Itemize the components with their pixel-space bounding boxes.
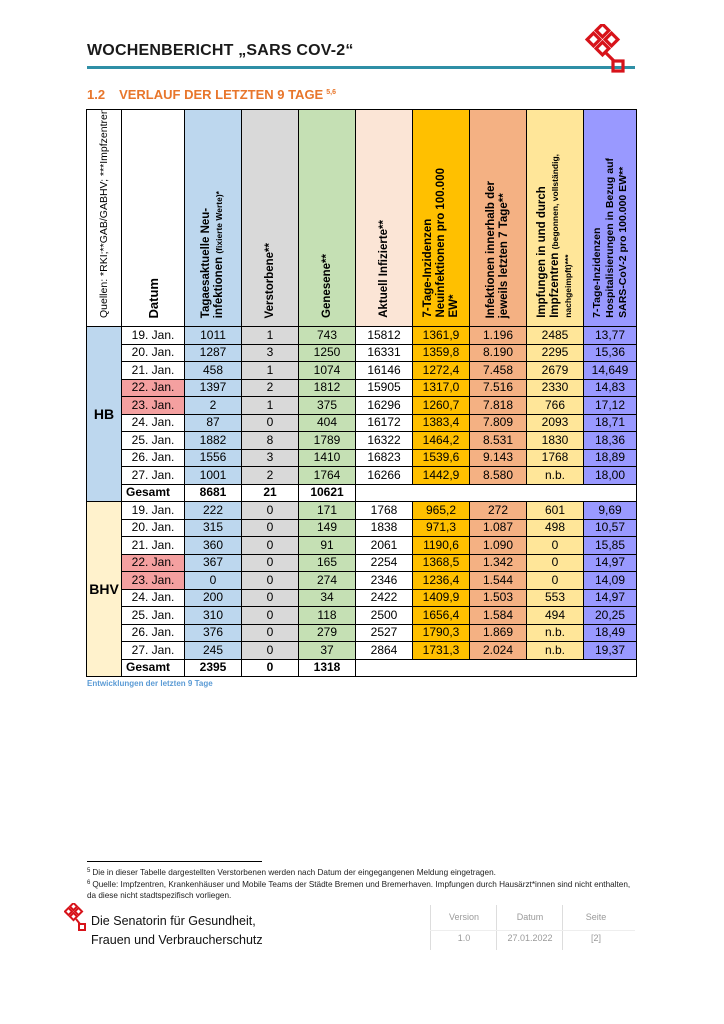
total-verst: 21 [242, 484, 299, 502]
cell-datum: 27. Jan. [122, 642, 185, 660]
cell-aktuell: 2864 [356, 642, 413, 660]
cell-neu: 245 [185, 642, 242, 660]
document-title: WOCHENBERICHT „SARS COV-2“ [87, 42, 354, 59]
cell-hosp: 18,00 [584, 467, 637, 485]
city-label-bhv: BHV [87, 502, 122, 677]
cell-verst: 1 [242, 397, 299, 415]
cell-inzidenz: 1236,4 [413, 572, 470, 590]
cell-genesen: 91 [299, 537, 356, 555]
cell-inf7: 7.458 [470, 362, 527, 380]
cell-inzidenz: 1539,6 [413, 449, 470, 467]
cell-neu: 200 [185, 589, 242, 607]
cell-inzidenz: 1409,9 [413, 589, 470, 607]
cell-impf: 553 [527, 589, 584, 607]
cell-inzidenz: 1317,0 [413, 379, 470, 397]
cell-genesen: 34 [299, 589, 356, 607]
cell-impf: n.b. [527, 467, 584, 485]
cell-inzidenz: 1790,3 [413, 624, 470, 642]
cell-inf7: 8.580 [470, 467, 527, 485]
cell-datum: 25. Jan. [122, 432, 185, 450]
cell-verst: 0 [242, 642, 299, 660]
table-row [87, 502, 637, 520]
cell-impf: 494 [527, 607, 584, 625]
header-aktuell-infizierte: Aktuell Infizierte** [356, 110, 413, 327]
section-title: VERLAUF DER LETZTEN 9 TAGE [119, 87, 324, 102]
cell-genesen: 171 [299, 502, 356, 520]
cell-neu: 376 [185, 624, 242, 642]
cell-impf: n.b. [527, 642, 584, 660]
cell-neu: 458 [185, 362, 242, 380]
cell-verst: 3 [242, 449, 299, 467]
cell-inf7: 1.869 [470, 624, 527, 642]
cell-datum: 24. Jan. [122, 414, 185, 432]
cell-hosp: 14,09 [584, 572, 637, 590]
cell-inzidenz: 971,3 [413, 519, 470, 537]
cell-inzidenz: 1361,9 [413, 327, 470, 345]
table-caption: Entwicklungen der letzten 9 Tage [87, 679, 213, 688]
bremen-key-logo-icon [584, 24, 626, 76]
cell-verst: 3 [242, 344, 299, 362]
cell-impf: 1830 [527, 432, 584, 450]
total-label: Gesamt [122, 659, 185, 677]
cell-aktuell: 2527 [356, 624, 413, 642]
cell-genesen: 1250 [299, 344, 356, 362]
table-row [87, 414, 637, 432]
cell-verst: 1 [242, 327, 299, 345]
table-row [87, 362, 637, 380]
cell-aktuell: 15812 [356, 327, 413, 345]
cell-inf7: 1.342 [470, 554, 527, 572]
table-row [87, 327, 637, 345]
cell-inf7: 1.584 [470, 607, 527, 625]
cell-neu: 0 [185, 572, 242, 590]
cell-hosp: 15,85 [584, 537, 637, 555]
cell-neu: 1882 [185, 432, 242, 450]
hb-section [87, 327, 637, 502]
footer-logo-icon [64, 903, 86, 935]
cell-datum: 23. Jan. [122, 397, 185, 415]
cell-verst: 0 [242, 554, 299, 572]
cell-hosp: 18,71 [584, 414, 637, 432]
footnote-rule [87, 861, 262, 862]
cell-verst: 2 [242, 379, 299, 397]
cell-datum: 20. Jan. [122, 344, 185, 362]
cell-impf: 0 [527, 554, 584, 572]
cell-neu: 310 [185, 607, 242, 625]
cell-datum: 25. Jan. [122, 607, 185, 625]
cell-datum: 23. Jan. [122, 572, 185, 590]
cell-hosp: 20,25 [584, 607, 637, 625]
table-row [87, 519, 637, 537]
cell-impf: 1768 [527, 449, 584, 467]
cell-genesen: 274 [299, 572, 356, 590]
cell-hosp: 19,37 [584, 642, 637, 660]
table-row [87, 379, 637, 397]
footnote-6: $^6$ Quelle: Impfzentren, Krankenhäuser und Mobile Teams der Städte Bremen und Bremerhaven. Impfungen durch Hausärzt*innen sind nicht enthalten, da diese nicht stadtspezifisch vorliegen. [87, 880, 631, 900]
cell-verst: 0 [242, 624, 299, 642]
cell-hosp: 18,89 [584, 449, 637, 467]
cell-hosp: 14,97 [584, 589, 637, 607]
footnote-5: $^5$ Die in dieser Tabelle dargestellten Verstorbenen werden nach Datum der eingegangenen Meldung eingetragen. [87, 868, 496, 877]
cell-neu: 360 [185, 537, 242, 555]
cell-genesen: 1812 [299, 379, 356, 397]
cell-inf7: 1.503 [470, 589, 527, 607]
cell-neu: 1001 [185, 467, 242, 485]
cell-inzidenz: 1383,4 [413, 414, 470, 432]
cell-aktuell: 16322 [356, 432, 413, 450]
cell-hosp: 17,12 [584, 397, 637, 415]
cell-aktuell: 16266 [356, 467, 413, 485]
cell-inzidenz: 1656,4 [413, 607, 470, 625]
cell-aktuell: 2061 [356, 537, 413, 555]
cell-inzidenz: 1272,4 [413, 362, 470, 380]
cell-datum: 26. Jan. [122, 449, 185, 467]
cell-aktuell: 1838 [356, 519, 413, 537]
cell-aktuell: 2346 [356, 572, 413, 590]
cell-inf7: 7.516 [470, 379, 527, 397]
cell-verst: 0 [242, 519, 299, 537]
cell-verst: 8 [242, 432, 299, 450]
cell-datum: 22. Jan. [122, 554, 185, 572]
cell-neu: 367 [185, 554, 242, 572]
cell-impf: n.b. [527, 624, 584, 642]
cell-datum: 22. Jan. [122, 379, 185, 397]
header-hospitalisierung: 7-Tage-Inzidenzen Hospitalisierungen in Bezug auf SARS-CoV-2 pro 100.000 EW** [584, 110, 637, 327]
cell-inf7: 8.190 [470, 344, 527, 362]
cell-neu: 222 [185, 502, 242, 520]
bhv-section [87, 502, 637, 677]
table-header-row [87, 110, 637, 327]
cell-impf: 498 [527, 519, 584, 537]
cell-neu: 315 [185, 519, 242, 537]
cell-aktuell: 15905 [356, 379, 413, 397]
cell-genesen: 118 [299, 607, 356, 625]
total-verst: 0 [242, 659, 299, 677]
section-footnote-refs: 5,6 [326, 89, 336, 96]
cell-verst: 1 [242, 362, 299, 380]
cell-inf7: 9.143 [470, 449, 527, 467]
cell-genesen: 1410 [299, 449, 356, 467]
cell-inzidenz: 1368,5 [413, 554, 470, 572]
total-label: Gesamt [122, 484, 185, 502]
cell-aktuell: 1768 [356, 502, 413, 520]
cell-hosp: 10,57 [584, 519, 637, 537]
cell-impf: 766 [527, 397, 584, 415]
header-datum: Datum [122, 110, 185, 327]
cell-aktuell: 2254 [356, 554, 413, 572]
cell-datum: 21. Jan. [122, 362, 185, 380]
cell-impf: 2295 [527, 344, 584, 362]
header-sources: Quellen: *RKI;**GAB/GABHV; ***Impfzentren [87, 110, 122, 327]
cell-aktuell: 2422 [356, 589, 413, 607]
footer-version: Version 1.0 [448, 912, 480, 943]
cell-genesen: 404 [299, 414, 356, 432]
cell-genesen: 375 [299, 397, 356, 415]
cell-verst: 2 [242, 467, 299, 485]
cell-genesen: 1074 [299, 362, 356, 380]
table-row [87, 537, 637, 555]
footer-seite: Seite [2] [585, 912, 607, 943]
header-infektionen-7-tage: Infektionen innerhalb der jeweils letzten 7 Tage** [470, 110, 527, 327]
cell-genesen: 165 [299, 554, 356, 572]
cell-genesen: 743 [299, 327, 356, 345]
cell-datum: 27. Jan. [122, 467, 185, 485]
section-heading [87, 87, 336, 102]
cell-verst: 0 [242, 502, 299, 520]
table-row [87, 572, 637, 590]
total-neu: 2395 [185, 659, 242, 677]
cell-datum: 21. Jan. [122, 537, 185, 555]
cell-inf7: 1.544 [470, 572, 527, 590]
cell-inzidenz: 965,2 [413, 502, 470, 520]
total-empty [356, 659, 637, 677]
header-genesene: Genesene** [299, 110, 356, 327]
cell-inf7: 7.809 [470, 414, 527, 432]
cell-inf7: 1.196 [470, 327, 527, 345]
cell-neu: 1556 [185, 449, 242, 467]
table-row [87, 344, 637, 362]
cell-verst: 0 [242, 537, 299, 555]
header-inzidenz: 7-Tage-Inzidenzen Neuinfektionen pro 100.000 EW* [413, 110, 470, 327]
cell-neu: 1011 [185, 327, 242, 345]
cell-impf: 601 [527, 502, 584, 520]
cell-verst: 0 [242, 572, 299, 590]
cell-impf: 0 [527, 572, 584, 590]
total-empty [356, 484, 637, 502]
cell-aktuell: 16172 [356, 414, 413, 432]
cell-verst: 0 [242, 414, 299, 432]
cell-inf7: 8.531 [470, 432, 527, 450]
cell-verst: 0 [242, 589, 299, 607]
cell-genesen: 37 [299, 642, 356, 660]
city-label-hb: HB [87, 327, 122, 502]
cell-genesen: 1764 [299, 467, 356, 485]
cell-genesen: 149 [299, 519, 356, 537]
cell-datum: 24. Jan. [122, 589, 185, 607]
cell-datum: 19. Jan. [122, 502, 185, 520]
footer-datum: Datum 27.01.2022 [507, 912, 553, 943]
cell-hosp: 13,77 [584, 327, 637, 345]
cell-inf7: 7.818 [470, 397, 527, 415]
cell-aktuell: 16331 [356, 344, 413, 362]
cell-inf7: 1.087 [470, 519, 527, 537]
cell-hosp: 14,649 [584, 362, 637, 380]
header-impfungen: Impfungen in und durch Impfzentren (begonnen, vollständig, nachgeimpft)*** [527, 110, 584, 327]
cell-impf: 0 [527, 537, 584, 555]
cell-hosp: 9,69 [584, 502, 637, 520]
table-row [87, 624, 637, 642]
cell-inzidenz: 1260,7 [413, 397, 470, 415]
cell-impf: 2093 [527, 414, 584, 432]
table-row [87, 397, 637, 415]
footnotes [87, 866, 637, 901]
cell-inzidenz: 1442,9 [413, 467, 470, 485]
cell-neu: 87 [185, 414, 242, 432]
cell-neu: 1397 [185, 379, 242, 397]
table-row [87, 554, 637, 572]
cell-aktuell: 16823 [356, 449, 413, 467]
cell-datum: 26. Jan. [122, 624, 185, 642]
cell-neu: 2 [185, 397, 242, 415]
cell-inf7: 1.090 [470, 537, 527, 555]
total-neu: 8681 [185, 484, 242, 502]
total-genesen: 1318 [299, 659, 356, 677]
total-row [87, 484, 637, 502]
cell-hosp: 14,83 [584, 379, 637, 397]
cell-hosp: 18,36 [584, 432, 637, 450]
cell-impf: 2485 [527, 327, 584, 345]
total-genesen: 10621 [299, 484, 356, 502]
organization-name: Die Senatorin für Gesundheit, Frauen und Verbraucherschutz [91, 914, 263, 947]
cell-inzidenz: 1731,3 [413, 642, 470, 660]
cell-impf: 2679 [527, 362, 584, 380]
table-row [87, 467, 637, 485]
cell-verst: 0 [242, 607, 299, 625]
table-row [87, 449, 637, 467]
cell-neu: 1287 [185, 344, 242, 362]
cell-hosp: 14,97 [584, 554, 637, 572]
cell-inzidenz: 1359,8 [413, 344, 470, 362]
cell-datum: 20. Jan. [122, 519, 185, 537]
table-row [87, 607, 637, 625]
cell-aktuell: 16296 [356, 397, 413, 415]
section-number: 1.2 [87, 87, 106, 102]
cell-inzidenz: 1464,2 [413, 432, 470, 450]
cell-hosp: 15,36 [584, 344, 637, 362]
cell-datum: 19. Jan. [122, 327, 185, 345]
cell-hosp: 18,49 [584, 624, 637, 642]
cell-genesen: 279 [299, 624, 356, 642]
table-row [87, 642, 637, 660]
cell-aktuell: 2500 [356, 607, 413, 625]
header-verstorbene: Verstorbene** [242, 110, 299, 327]
total-row [87, 659, 637, 677]
cell-inzidenz: 1190,6 [413, 537, 470, 555]
nine-day-table [86, 109, 637, 677]
cell-aktuell: 16146 [356, 362, 413, 380]
cell-genesen: 1789 [299, 432, 356, 450]
cell-inf7: 2.024 [470, 642, 527, 660]
table-row [87, 432, 637, 450]
header-neuinfektionen: Tagaesaktuelle Neu- infektionen (fixierte Werte)* [185, 110, 242, 327]
table-row [87, 589, 637, 607]
title-rule [87, 66, 635, 69]
cell-inf7: 272 [470, 502, 527, 520]
cell-impf: 2330 [527, 379, 584, 397]
